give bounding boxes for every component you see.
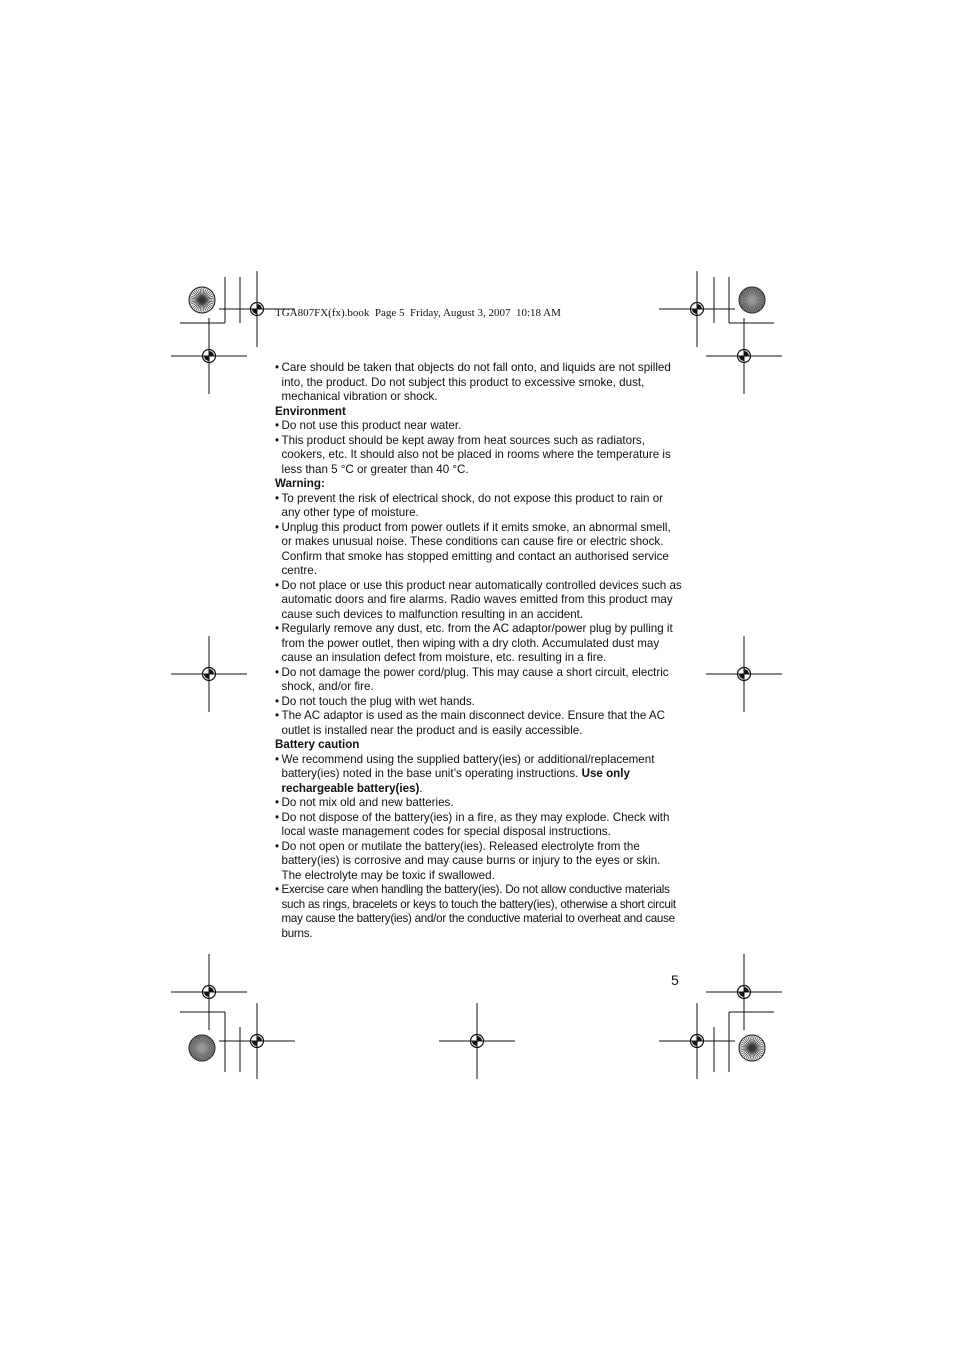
intro-list	[275, 361, 682, 405]
battery-caution-heading: Battery caution	[275, 738, 360, 751]
list-item: • This product should be kept away from heat sources such as radiators, cookers, etc. It should also not be placed in rooms where the temperature is less than 5 °C or greater than 40 °C.	[275, 434, 682, 478]
list-item: • Do not place or use this product near automatically controlled devices such as automatic doors and fire alarms. Radio waves emitted from this product may cause such devices to malfunction resulting in an accident.	[275, 579, 682, 623]
registration-mark-icon	[171, 636, 247, 712]
registration-mark-icon	[659, 1003, 735, 1079]
list-item: • Care should be taken that objects do not fall onto, and liquids are not spilled into, the product. Do not subject this product to excessive smoke, dust, mechanical vibration or shock.	[275, 361, 682, 405]
battery-item-text: We recommend using the supplied battery(ies) or additional/replacement battery(ies) noted in the base unit’s operating instructions.	[281, 752, 655, 780]
list-item: • The AC adaptor is used as the main disconnect device. Ensure that the AC outlet is installed near the product and is easily accessible.	[275, 709, 682, 738]
list-item: • Exercise care when handling the battery(ies). Do not allow conductive materials such as rings, bracelets or keys to touch the battery(ies), otherwise a short circuit may cause the battery(ies) and/or the conductive material to overheat and cause burns.	[275, 883, 682, 941]
battery-item-end: .	[419, 781, 423, 795]
list-item: • Do not mix old and new batteries.	[275, 796, 682, 811]
document-body	[275, 361, 682, 941]
registration-mark-icon	[171, 318, 247, 394]
color-target-icon	[739, 287, 765, 313]
warning-list	[275, 492, 682, 739]
registration-mark-icon	[706, 318, 782, 394]
battery-item-bold: Use only rechargeable battery(ies)	[281, 767, 630, 795]
registration-mark-icon	[439, 1003, 515, 1079]
color-target-icon	[189, 287, 215, 313]
list-item	[275, 753, 682, 797]
list-item: • To prevent the risk of electrical shock, do not expose this product to rain or any other type of moisture.	[275, 492, 682, 521]
header-slug: TGA807FX(fx).book Page 5 Friday, August 3, 2007 10:18 AM	[275, 307, 561, 319]
list-item: • Do not touch the plug with wet hands.	[275, 695, 682, 710]
color-target-icon	[739, 1035, 765, 1061]
list-item: • Do not use this product near water.	[275, 419, 682, 434]
color-target-icon	[189, 1035, 215, 1061]
list-item: • Do not dispose of the battery(ies) in a fire, as they may explode. Check with local waste management codes for special disposal instructions.	[275, 811, 682, 840]
environment-heading: Environment	[275, 404, 346, 418]
registration-mark-icon	[219, 1003, 295, 1079]
registration-mark-icon	[706, 954, 782, 1030]
environment-list	[275, 419, 682, 477]
registration-mark-icon	[171, 954, 247, 1030]
registration-mark-icon	[706, 636, 782, 712]
page-number: 5	[671, 972, 679, 988]
warning-heading: Warning:	[275, 477, 325, 490]
list-item: • Regularly remove any dust, etc. from the AC adaptor/power plug by pulling it from the power outlet, then wiping with a dry cloth. Accumulated dust may cause an insulation defect from moisture, etc. resulting in a fire.	[275, 622, 682, 666]
list-item: • Unplug this product from power outlets if it emits smoke, an abnormal smell, or makes unusual noise. These conditions can cause fire or electric shock. Confirm that smoke has stopped emitting and contact an authorised service centre.	[275, 521, 682, 579]
list-item: • Do not damage the power cord/plug. This may cause a short circuit, electric shock, and/or fire.	[275, 666, 682, 695]
registration-mark-icon	[659, 271, 735, 347]
battery-list	[275, 753, 682, 942]
list-item: • Do not open or mutilate the battery(ies). Released electrolyte from the battery(ies) is corrosive and may cause burns or injury to the eyes or skin. The electrolyte may be toxic if swallowed.	[275, 840, 682, 884]
